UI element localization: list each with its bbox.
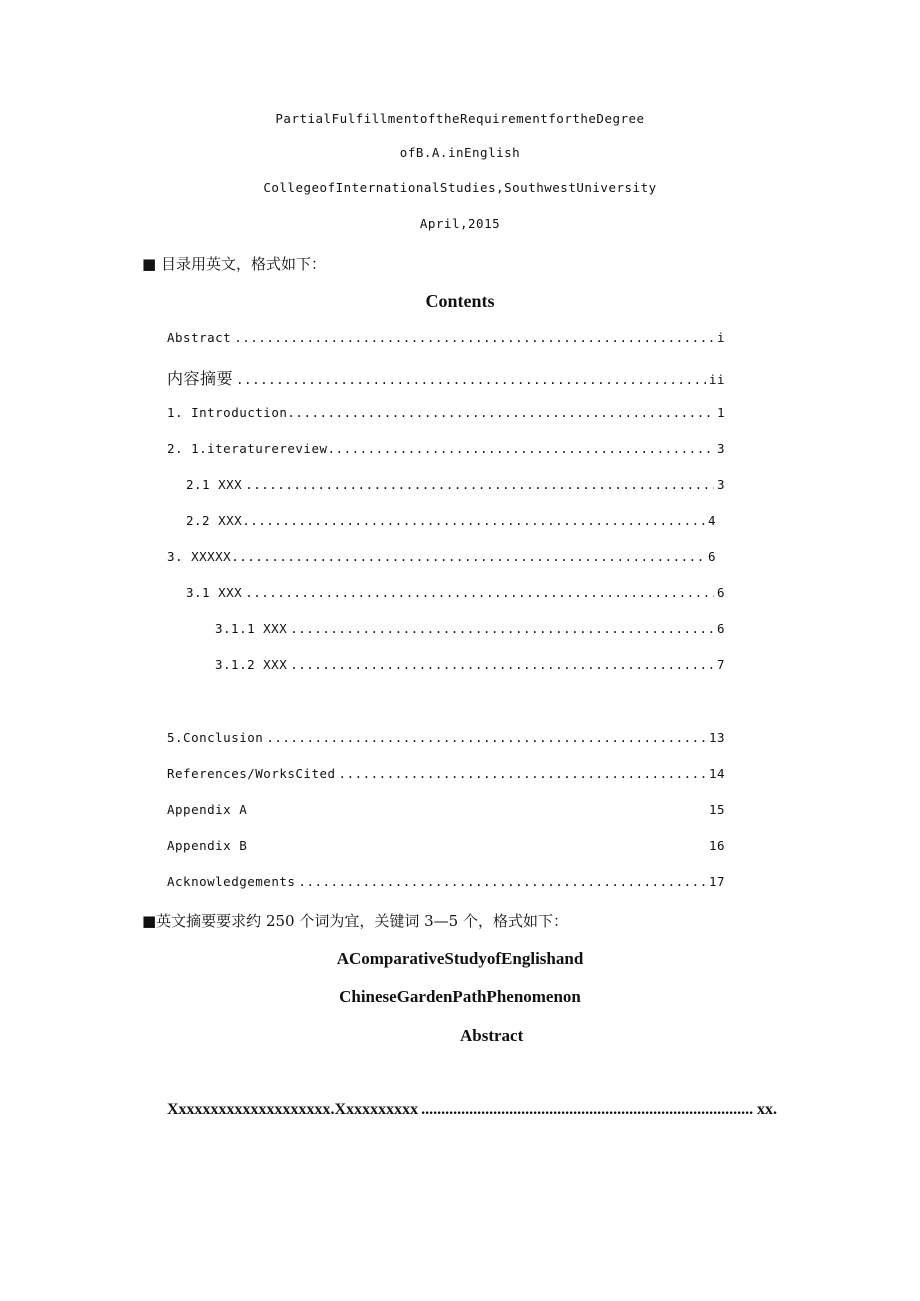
toc-label: 3.1 XXX [186,585,243,600]
toc-entry-abstract[interactable] [167,330,725,345]
toc-label: 3.1.2 XXX [215,657,288,672]
toc-leader [290,657,714,672]
toc-page: i [716,330,725,345]
toc-page: ii [708,372,725,387]
toc-label: 3.1.1 XXX [215,621,288,636]
toc-label: 3. XXXXX [167,549,232,564]
toc-label: Acknowledgements [167,874,296,889]
toc-entry-2-2[interactable] [186,513,716,528]
toc-leader [266,730,706,745]
toc-leader [290,621,714,636]
toc-leader [245,585,714,600]
toc-entry-introduction[interactable] [167,405,725,420]
toc-entry-3-1-2[interactable] [215,657,725,672]
toc-label: Appendix A [167,802,248,817]
toc-leader [328,441,714,456]
toc-entry-3-1[interactable] [186,585,725,600]
toc-entry-references[interactable] [167,766,725,781]
toc-leader [231,549,705,564]
toc-entry-appendix-a[interactable] [167,802,725,817]
toc-leader [234,330,714,345]
toc-page: 16 [708,838,725,853]
toc-entry-zh-abstract[interactable] [167,366,725,389]
toc-label: 内容摘要 [167,369,234,388]
cover-degree-line: PartialFulfillmentoftheRequirementfortheDegree [275,111,645,126]
toc-page: 4 [707,513,716,528]
toc-label: 1. Introduction [167,405,288,420]
toc-page: 3 [716,477,725,492]
toc-page: 6 [716,585,725,600]
toc-label: Appendix B [167,838,248,853]
toc-label: 5.Conclusion [167,730,264,745]
toc-page: 3 [716,441,725,456]
toc-page: 6 [716,621,725,636]
toc-entry-conclusion[interactable] [167,730,725,745]
toc-page: 14 [708,766,725,781]
toc-page: 6 [707,549,716,564]
toc-entry-3-1-1[interactable] [215,621,725,636]
cover-date-line: April,2015 [419,216,501,231]
abstract-format-note: ■英文摘要要求约 250 个词为宜，关键词 3—5 个，格式如下： [142,912,568,930]
toc-label: Abstract [167,330,232,345]
cover-ba-line: ofB.A.inEnglish [399,145,521,160]
cover-college-line: CollegeofInternationalStudies,SouthwestUniversity [263,180,657,195]
toc-entry-2-1[interactable] [186,477,725,492]
toc-entry-3[interactable] [167,549,716,564]
toc-label: 2.2 XXX [186,513,243,528]
toc-page: 7 [716,657,725,672]
toc-leader [287,405,714,420]
toc-label: 2. 1.iteraturereview [167,441,328,456]
contents-title: Contents [425,291,495,311]
abstract-sample-text: Xxxxxxxxxxxxxxxxxxxx.Xxxxxxxxxx [167,1101,419,1118]
toc-leader [245,477,714,492]
toc-leader [339,766,706,781]
toc-leader [298,874,706,889]
abstract-leader [421,1101,754,1119]
abstract-sample-suffix: xx. [757,1101,777,1118]
toc-page: 15 [708,802,725,817]
toc-label: 2.1 XXX [186,477,243,492]
toc-label: References/WorksCited [167,766,336,781]
toc-page: 17 [708,874,725,889]
paper-title-line-2: ChineseGardenPathPhenomenon [339,987,581,1006]
toc-leader [236,372,706,387]
toc-entry-appendix-b[interactable] [167,838,725,853]
toc-entry-literature-review[interactable] [167,441,725,456]
toc-entry-acknowledgements[interactable] [167,874,725,889]
toc-format-note: ■ 目录用英文，格式如下： [142,255,326,273]
toc-page: 1 [716,405,725,420]
toc-leader [242,513,705,528]
paper-title-line-1: AComparativeStudyofEnglishand [336,949,584,968]
toc-page: 13 [708,730,725,745]
abstract-sample-line [167,1101,777,1119]
abstract-heading: Abstract [460,1026,524,1045]
